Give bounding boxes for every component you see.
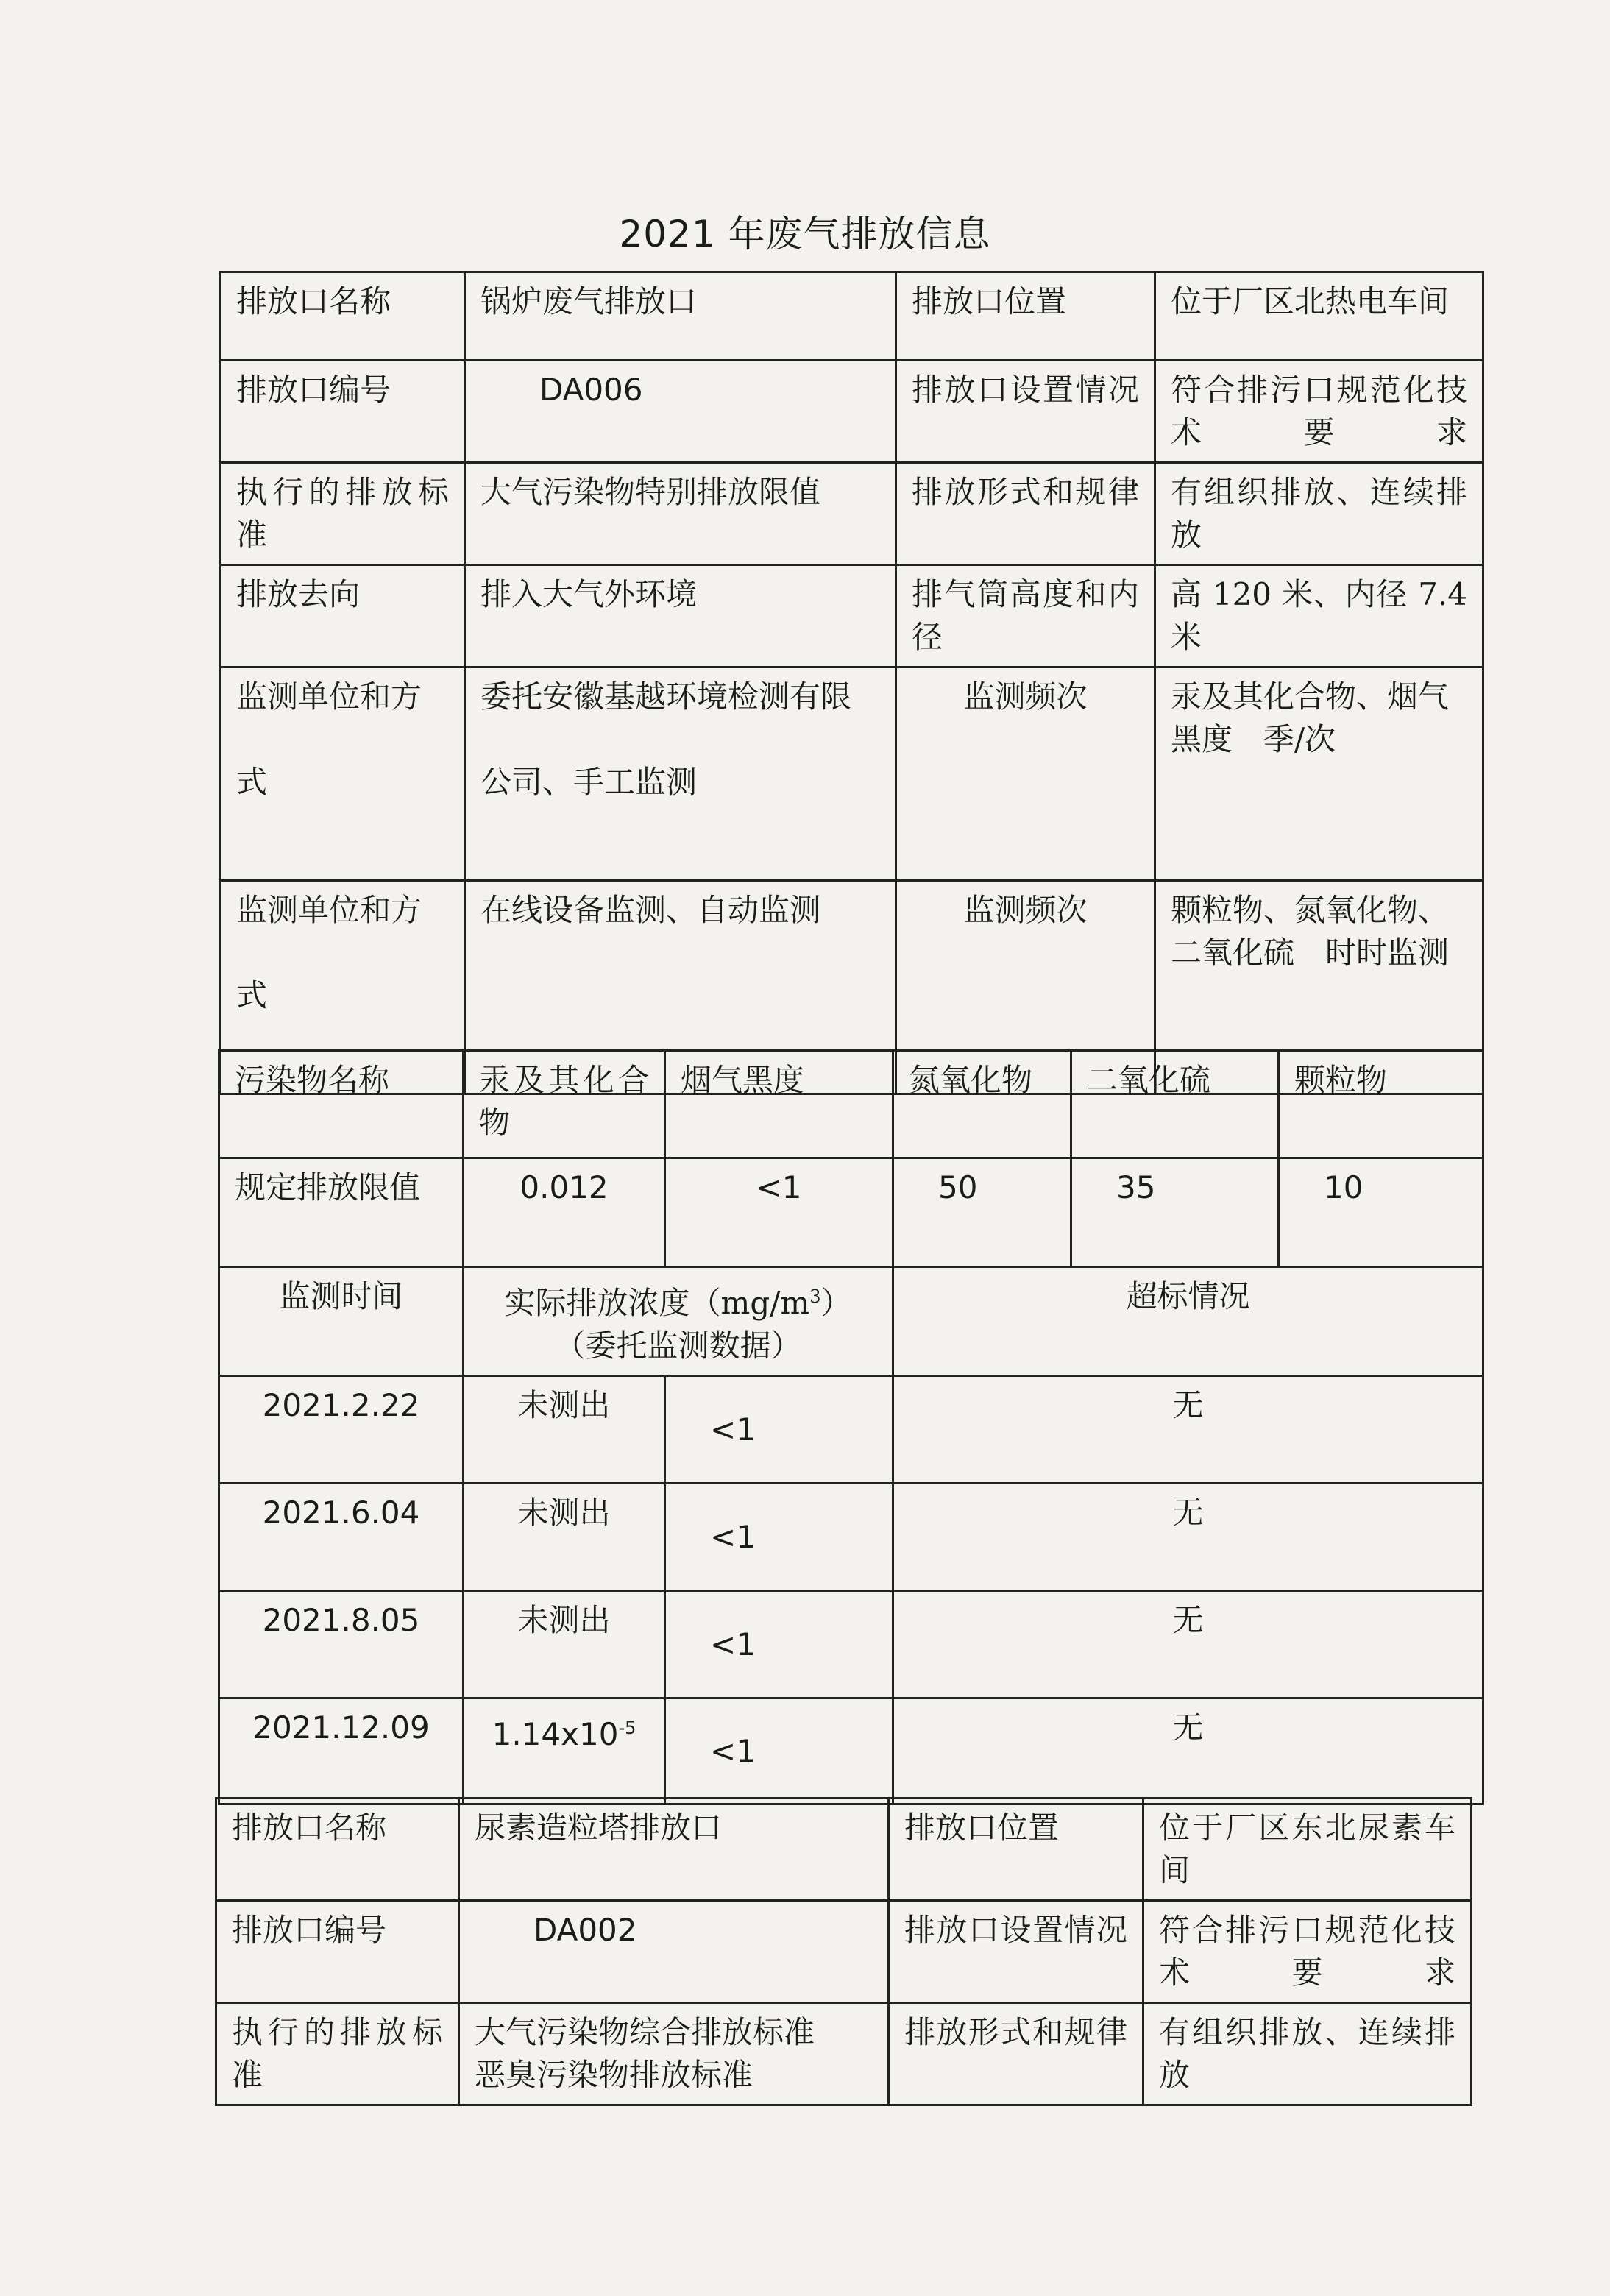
outlet2-location: 位于厂区东北尿素车间 — [1143, 1799, 1472, 1901]
outlet2-info-table — [215, 1797, 1472, 2106]
monitor-exceed: 无 — [893, 1591, 1483, 1698]
monitor-time-label: 监测时间 — [219, 1267, 464, 1376]
outlet1-pattern: 有组织排放、连续排放 — [1155, 463, 1483, 565]
monitor-date: 2021.12.09 — [219, 1698, 464, 1804]
monitor-mercury: 未测出 — [464, 1591, 665, 1698]
conc-label-sup: 3 — [809, 1286, 821, 1307]
mercury-exponent: -5 — [618, 1718, 636, 1738]
page-title: 2021 年废气排放信息 — [619, 213, 991, 255]
outlet1-freq1: 汞及其化合物、烟气黑度 季/次 — [1155, 667, 1483, 881]
limit-smoke-blackness: <1 — [665, 1158, 893, 1267]
conc-label-c: （委托监测数据） — [554, 1328, 802, 1364]
limit-particulate: 10 — [1279, 1158, 1483, 1267]
limit-label: 规定排放限值 — [219, 1158, 464, 1267]
table-row — [219, 1376, 1483, 1484]
table-row — [219, 1698, 1483, 1804]
outlet2-standard-line2: 恶臭污染物排放标准 — [475, 2057, 753, 2093]
monitor1-label-line1: 监测单位和方 — [236, 678, 422, 715]
pollutant-so2: 二氧化硫 — [1071, 1051, 1279, 1158]
outlet1-monitor2: 在线设备监测、自动监测 — [465, 881, 896, 1094]
outlet1-standard-label: 执行的排放标准 — [221, 463, 465, 565]
monitor2-label-line2: 式 — [236, 977, 268, 1013]
pollutant-monitoring-table — [218, 1049, 1484, 1805]
pollutant-particulate: 颗粒物 — [1279, 1051, 1483, 1158]
outlet2-standard-line1: 大气污染物综合排放标准 — [475, 2014, 815, 2050]
outlet1-name: 锅炉废气排放口 — [465, 272, 896, 361]
pollutant-mercury: 汞及其化合物 — [464, 1051, 665, 1158]
monitor-exceed: 无 — [893, 1376, 1483, 1484]
outlet1-monitor1-label — [221, 667, 465, 881]
conc-label-a: 实际排放浓度（mg/m — [504, 1285, 810, 1321]
outlet1-setup: 符合排污口规范化技术要求 — [1155, 361, 1483, 463]
outlet1-stack-label: 排气筒高度和内径 — [896, 565, 1155, 667]
exceed-label: 超标情况 — [893, 1267, 1483, 1376]
monitor1-line1: 委托安徽基越环境检测有限 — [480, 678, 852, 715]
outlet2-location-label: 排放口位置 — [889, 1799, 1143, 1901]
monitor-smoke: <1 — [665, 1484, 893, 1591]
outlet2-name: 尿素造粒塔排放口 — [459, 1799, 889, 1901]
outlet1-name-label: 排放口名称 — [221, 272, 465, 361]
outlet1-code-label: 排放口编号 — [221, 361, 465, 463]
outlet1-freq2-label: 监测频次 — [896, 881, 1155, 1094]
outlet2-code: DA002 — [459, 1901, 889, 2003]
monitor2-label-line1: 监测单位和方 — [236, 892, 422, 928]
outlet1-monitor1 — [465, 667, 896, 881]
outlet1-location: 位于厂区北热电车间 — [1155, 272, 1483, 361]
monitor-date: 2021.8.05 — [219, 1591, 464, 1698]
monitor1-line2: 公司、手工监测 — [480, 764, 698, 800]
monitor-smoke: <1 — [665, 1376, 893, 1484]
outlet1-standard: 大气污染物特别排放限值 — [465, 463, 896, 565]
mercury-base: 1.14x10 — [492, 1716, 619, 1752]
monitor1-label-line2: 式 — [236, 764, 268, 800]
pollutant-smoke-blackness: 烟气黑度 — [665, 1051, 893, 1158]
outlet2-code-label: 排放口编号 — [216, 1901, 459, 2003]
pollutant-name-label: 污染物名称 — [219, 1051, 464, 1158]
outlet1-direction-label: 排放去向 — [221, 565, 465, 667]
outlet2-name-label: 排放口名称 — [216, 1799, 459, 1901]
outlet1-setup-label: 排放口设置情况 — [896, 361, 1155, 463]
monitor-mercury: 未测出 — [464, 1376, 665, 1484]
monitor-mercury — [464, 1698, 665, 1804]
outlet2-setup-label: 排放口设置情况 — [889, 1901, 1143, 2003]
conc-label-b: ） — [820, 1285, 852, 1321]
outlet1-location-label: 排放口位置 — [896, 272, 1155, 361]
table-row — [219, 1484, 1483, 1591]
monitor-date: 2021.2.22 — [219, 1376, 464, 1484]
outlet1-info-table — [219, 271, 1484, 1095]
outlet1-stack: 高 120 米、内径 7.4 米 — [1155, 565, 1483, 667]
outlet1-code: DA006 — [465, 361, 896, 463]
limit-so2: 35 — [1071, 1158, 1279, 1267]
limit-nox: 50 — [893, 1158, 1071, 1267]
table-row — [219, 1591, 1483, 1698]
outlet1-pattern-label: 排放形式和规律 — [896, 463, 1155, 565]
monitor-date: 2021.6.04 — [219, 1484, 464, 1591]
outlet2-setup: 符合排污口规范化技术要求 — [1143, 1901, 1472, 2003]
monitor-exceed: 无 — [893, 1484, 1483, 1591]
outlet2-standard — [459, 2003, 889, 2105]
outlet1-freq2: 颗粒物、氮氧化物、二氧化硫 时时监测 — [1155, 881, 1483, 1094]
outlet1-freq1-label: 监测频次 — [896, 667, 1155, 881]
outlet2-pattern-label: 排放形式和规律 — [889, 2003, 1143, 2105]
monitor-mercury: 未测出 — [464, 1484, 665, 1591]
monitor-smoke: <1 — [665, 1591, 893, 1698]
pollutant-nox: 氮氧化物 — [893, 1051, 1071, 1158]
limit-mercury: 0.012 — [464, 1158, 665, 1267]
outlet2-pattern: 有组织排放、连续排放 — [1143, 2003, 1472, 2105]
actual-conc-label — [464, 1267, 893, 1376]
outlet1-direction: 排入大气外环境 — [465, 565, 896, 667]
monitor-smoke: <1 — [665, 1698, 893, 1804]
outlet2-standard-label: 执行的排放标准 — [216, 2003, 459, 2105]
monitor-exceed: 无 — [893, 1698, 1483, 1804]
